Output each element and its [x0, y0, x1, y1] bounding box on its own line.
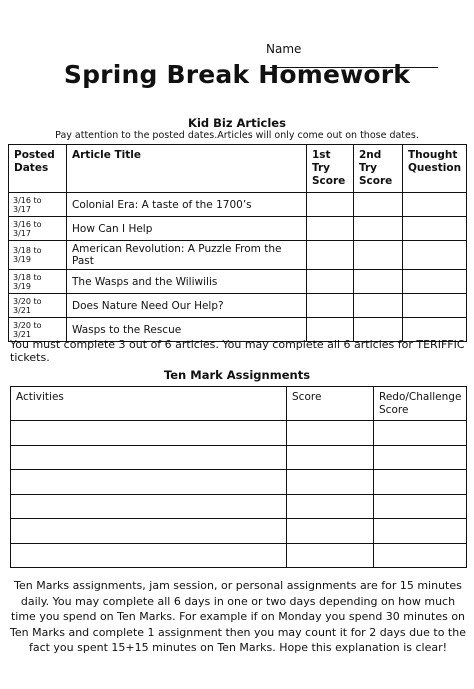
score-cell[interactable] — [287, 543, 374, 568]
tenmark-row — [11, 494, 467, 519]
page-title: Spring Break Homework — [63, 60, 411, 89]
articles-note: You must complete 3 out of 6 articles. You may complete all 6 articles for TERIFFIC tickets. — [10, 338, 465, 364]
col-activities: Activities — [11, 387, 287, 421]
score-cell[interactable] — [287, 421, 374, 446]
tenmark-header-row — [11, 387, 467, 421]
first-try-score-cell[interactable] — [307, 193, 354, 217]
thought-question-cell[interactable] — [403, 217, 467, 241]
col-thought-question: Thought Question — [403, 145, 467, 193]
posted-dates-cell: 3/18 to 3/19 — [9, 241, 67, 270]
redo-challenge-score-cell[interactable] — [374, 445, 467, 470]
article-row — [9, 193, 467, 217]
article-title-cell: Wasps to the Rescue — [67, 318, 307, 342]
activity-cell[interactable] — [11, 445, 287, 470]
posted-dates-cell: 3/20 to 3/21 — [9, 318, 67, 342]
posted-dates-cell: 3/18 to 3/19 — [9, 270, 67, 294]
col-posted-dates: Posted Dates — [9, 145, 67, 193]
redo-challenge-score-cell[interactable] — [374, 470, 467, 495]
article-title-cell: Colonial Era: A taste of the 1700’s — [67, 193, 307, 217]
tenmark-row — [11, 445, 467, 470]
footer-instructions: Ten Marks assignments, jam session, or personal assignments are for 15 minutes daily. You may complete all 6 days in one or two days depending on how much time you spend on Ten Marks. For example if on Monday you spend 30 minutes on Ten Marks and complete 1 assignment then you may count it for 2 days due to the fact you spent 15+15 minutes on Ten Marks. Hope this explanation is clear! — [10, 579, 466, 654]
redo-challenge-score-cell[interactable] — [374, 494, 467, 519]
posted-dates-cell: 3/16 to 3/17 — [9, 217, 67, 241]
thought-question-cell[interactable] — [403, 241, 467, 270]
articles-subheading: Pay attention to the posted dates.Articles will only come out on those dates. — [55, 130, 419, 141]
tenmark-row — [11, 421, 467, 446]
tenmark-row — [11, 543, 467, 568]
redo-challenge-score-cell[interactable] — [374, 421, 467, 446]
tenmark-table — [10, 386, 467, 568]
col-second-try-score: 2nd Try Score — [354, 145, 403, 193]
article-row — [9, 241, 467, 270]
first-try-score-cell[interactable] — [307, 241, 354, 270]
activity-cell[interactable] — [11, 421, 287, 446]
article-title-cell: American Revolution: A Puzzle From the Past — [67, 241, 307, 270]
second-try-score-cell[interactable] — [354, 294, 403, 318]
second-try-score-cell[interactable] — [354, 270, 403, 294]
first-try-score-cell[interactable] — [307, 270, 354, 294]
name-label: Name — [266, 42, 302, 56]
thought-question-cell[interactable] — [403, 294, 467, 318]
article-row — [9, 270, 467, 294]
tenmark-row — [11, 519, 467, 544]
tenmark-row — [11, 470, 467, 495]
article-title-cell: How Can I Help — [67, 217, 307, 241]
activity-cell[interactable] — [11, 470, 287, 495]
score-cell[interactable] — [287, 519, 374, 544]
activity-cell[interactable] — [11, 494, 287, 519]
articles-header-row — [9, 145, 467, 193]
article-title-cell: The Wasps and the Wiliwilis — [67, 270, 307, 294]
posted-dates-cell: 3/16 to 3/17 — [9, 193, 67, 217]
col-score: Score — [287, 387, 374, 421]
article-row — [9, 294, 467, 318]
thought-question-cell[interactable] — [403, 270, 467, 294]
second-try-score-cell[interactable] — [354, 193, 403, 217]
first-try-score-cell[interactable] — [307, 294, 354, 318]
posted-dates-cell: 3/20 to 3/21 — [9, 294, 67, 318]
col-first-try-score: 1st Try Score — [307, 145, 354, 193]
score-cell[interactable] — [287, 445, 374, 470]
second-try-score-cell[interactable] — [354, 241, 403, 270]
article-title-cell: Does Nature Need Our Help? — [67, 294, 307, 318]
redo-challenge-score-cell[interactable] — [374, 519, 467, 544]
score-cell[interactable] — [287, 494, 374, 519]
article-row — [9, 217, 467, 241]
activity-cell[interactable] — [11, 519, 287, 544]
thought-question-cell[interactable] — [403, 193, 467, 217]
redo-challenge-score-cell[interactable] — [374, 543, 467, 568]
articles-table — [8, 144, 467, 342]
first-try-score-cell[interactable] — [307, 217, 354, 241]
second-try-score-cell[interactable] — [354, 217, 403, 241]
articles-heading: Kid Biz Articles — [188, 116, 286, 130]
col-article-title: Article Title — [67, 145, 307, 193]
col-redo-challenge-score: Redo/Challenge Score — [374, 387, 467, 421]
activity-cell[interactable] — [11, 543, 287, 568]
tenmark-heading: Ten Mark Assignments — [163, 368, 311, 382]
score-cell[interactable] — [287, 470, 374, 495]
